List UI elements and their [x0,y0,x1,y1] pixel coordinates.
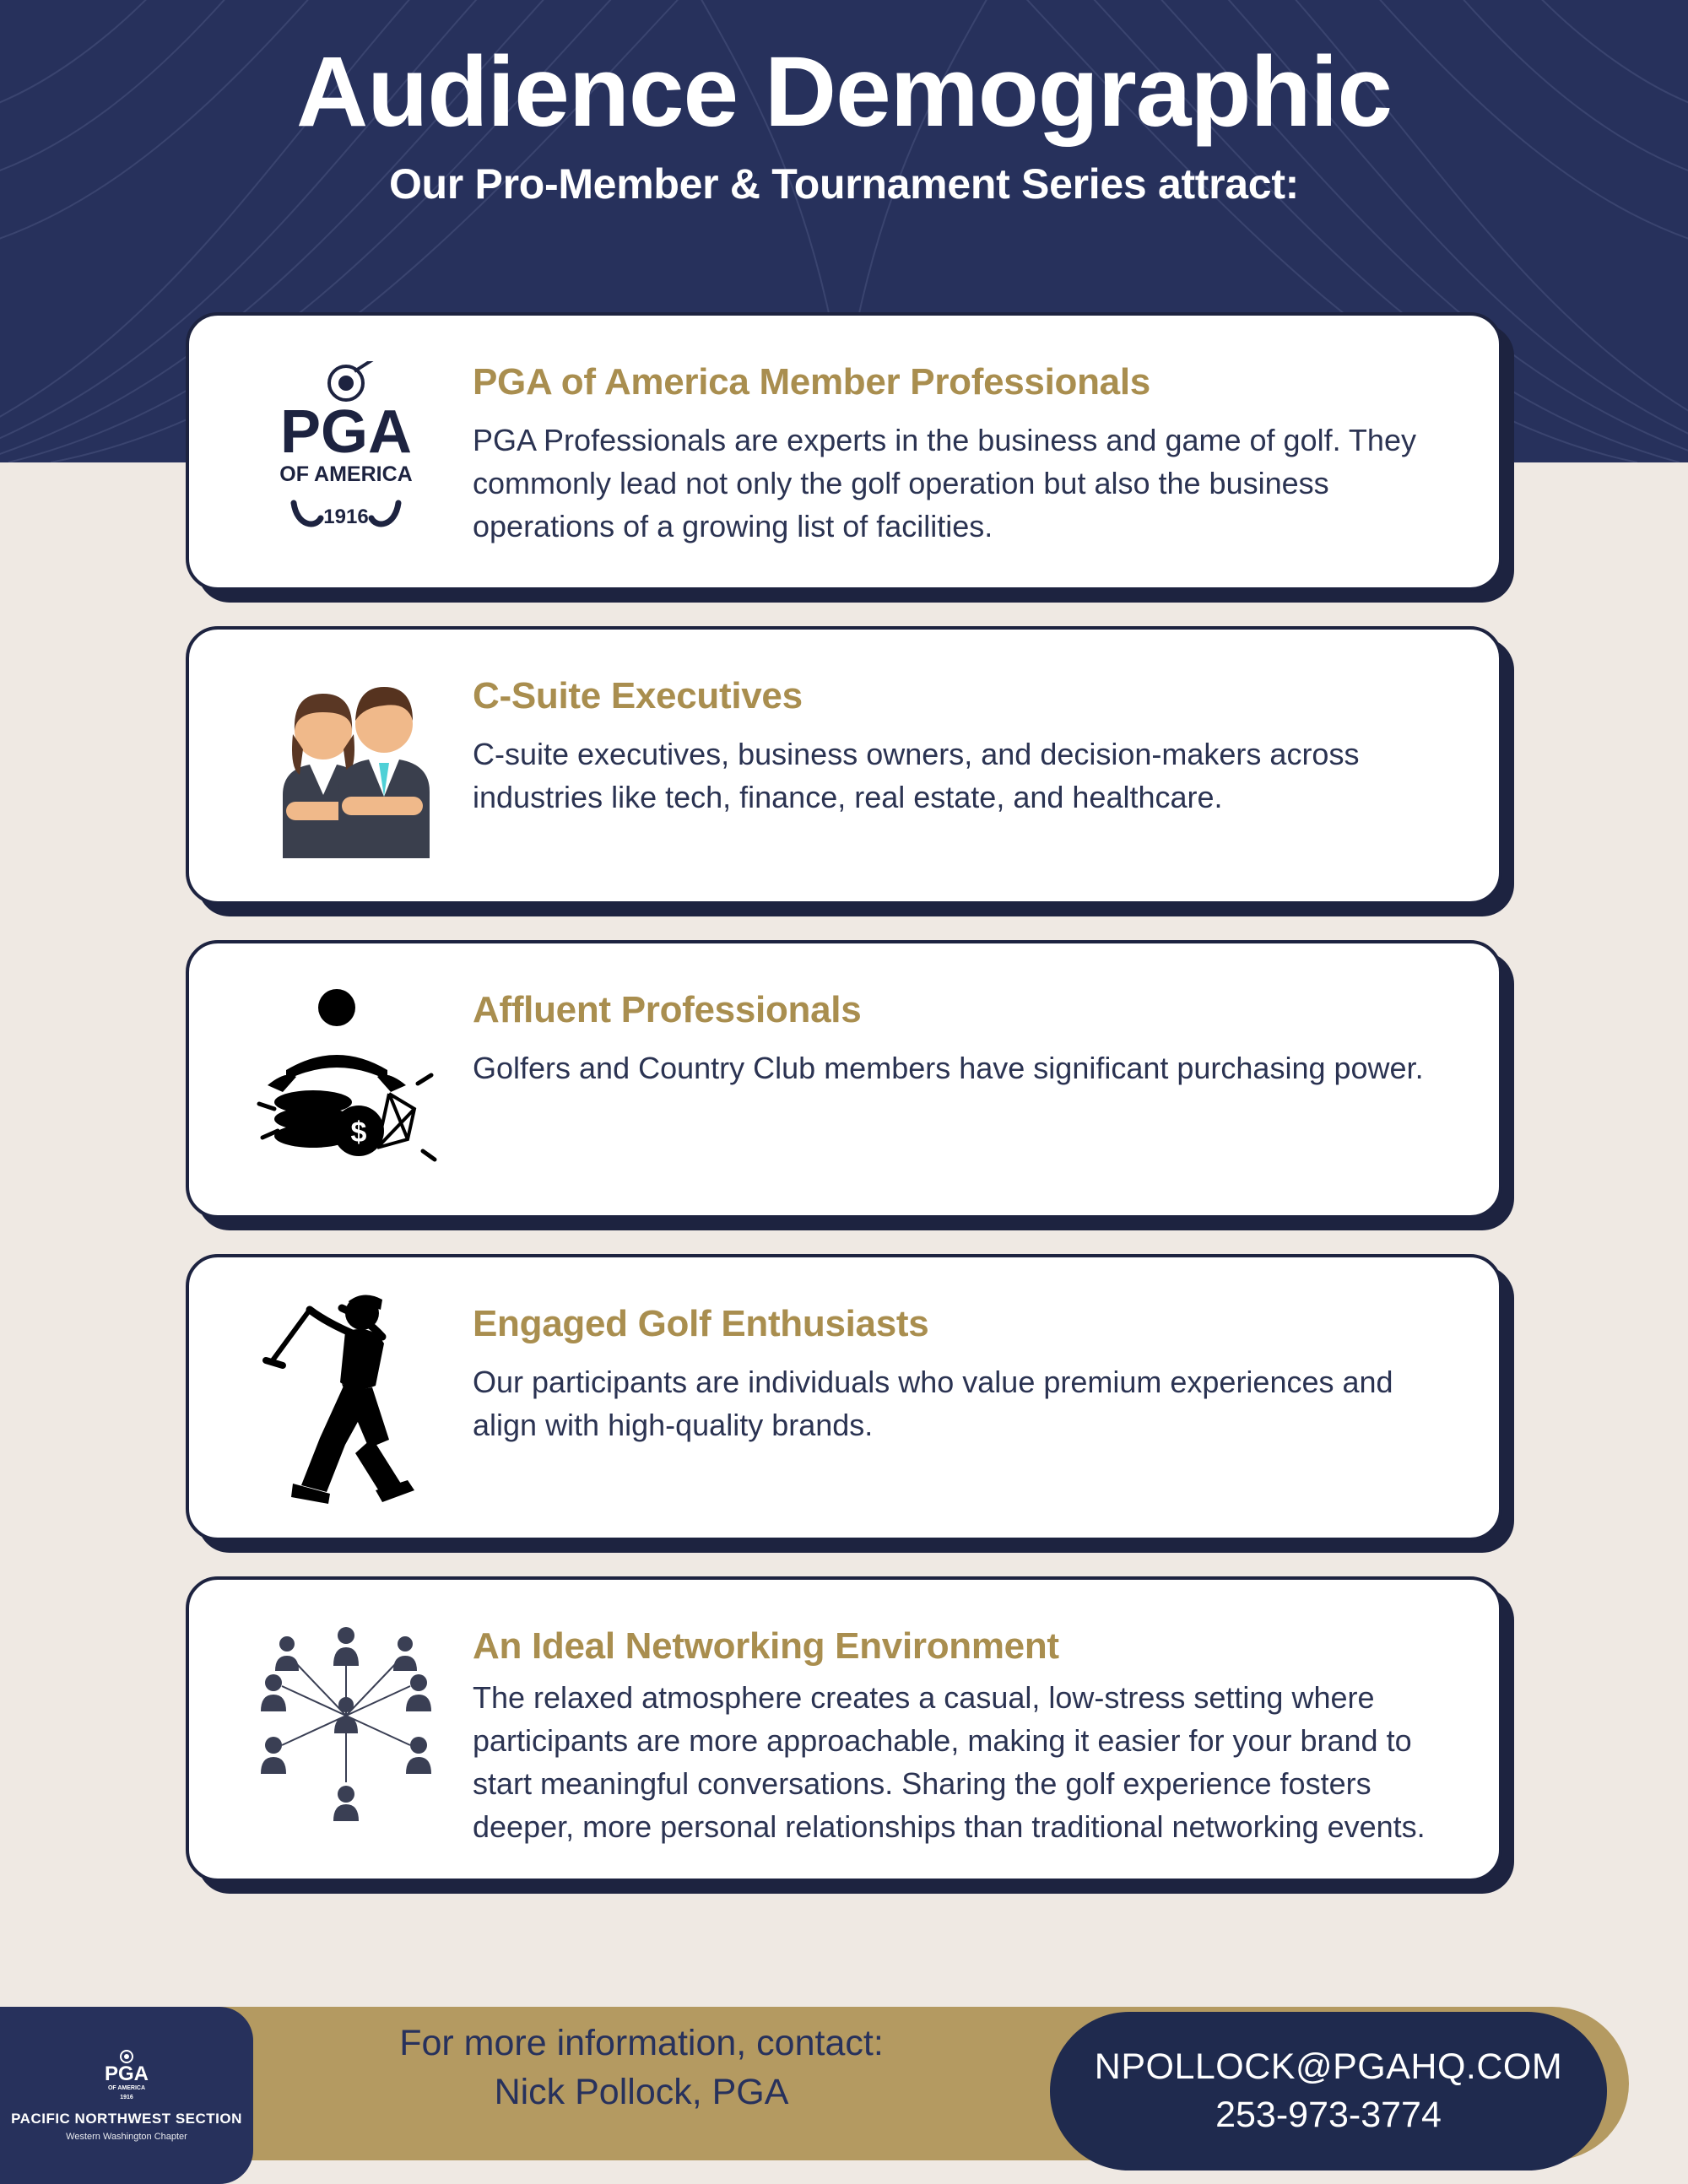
demographic-card [186,940,1502,1219]
footer-section-sub: Western Washington Chapter [66,2132,187,2143]
demographic-card [186,1576,1502,1882]
card-wrap-5 [186,1576,1502,1882]
golfer-swing-icon [219,1288,473,1507]
pga-of-america-logo-icon [219,346,473,557]
card-body [473,1610,1458,1848]
pga-section-logo-icon [95,2049,158,2103]
footer-contact-text [287,2019,996,2116]
footer [0,2007,1688,2184]
svg-text:PGA: PGA [279,397,413,466]
svg-text:OF AMERICA: OF AMERICA [279,462,413,486]
card-description: C-suite executives, business owners, and decision-makers across industries like tech, finance, real estate, and healthcare. [473,737,1360,815]
card-wrap-2 [186,626,1502,905]
footer-section-badge [0,2007,253,2184]
svg-text:$: $ [350,1116,367,1149]
page-title: Audience Demographic [296,36,1392,148]
footer-contact-line1: For more information, contact: [399,2023,884,2063]
card-body [473,660,1458,819]
page-subtitle: Our Pro-Member & Tournament Series attract: [388,160,1300,208]
footer-email[interactable]: NPOLLOCK@PGAHQ.COM [1094,2046,1563,2087]
card-description: The relaxed atmosphere creates a casual, low-stress setting where participants are more approachable, making it easier for your brand to start meaningful conversations. Sharing the golf experience fosters deeper, more personal relationships than traditional networking events. [473,1680,1426,1845]
card-description: PGA Professionals are experts in the business and game of golf. They commonly lead not only the golf operation but also the business operations of a growing list of facilities. [473,423,1416,544]
card-description: Golfers and Country Club members have significant purchasing power. [473,1051,1424,1085]
svg-text:1916: 1916 [323,505,369,528]
footer-contact-line2: Nick Pollock, PGA [494,2072,789,2113]
card-body [473,974,1458,1089]
networking-people-icon [219,1610,473,1821]
footer-contact-pill [1050,2012,1607,2170]
card-body [473,1288,1458,1446]
svg-text:OF AMERICA: OF AMERICA [107,2084,146,2091]
card-description: Our participants are individuals who value premium experiences and align with high-quality brands. [473,1365,1393,1443]
footer-phone[interactable]: 253-973-3774 [1215,2095,1442,2135]
card-wrap-4 [186,1254,1502,1541]
footer-section-name: PACIFIC NORTHWEST SECTION [11,2110,242,2127]
svg-text:1916: 1916 [120,2094,133,2100]
card-title: PGA of America Member Professionals [473,361,1150,403]
demographic-card-list [0,312,1688,1917]
card-wrap-1 [186,312,1502,591]
card-title: An Ideal Networking Environment [473,1625,1059,1667]
card-title: Affluent Professionals [473,989,862,1030]
demographic-card [186,312,1502,591]
demographic-card [186,1254,1502,1541]
card-wrap-3 [186,940,1502,1219]
card-title: Engaged Golf Enthusiasts [473,1303,929,1344]
card-body [473,346,1458,548]
business-executives-icon [219,660,473,871]
demographic-card [186,626,1502,905]
card-title: C-Suite Executives [473,675,803,716]
wealth-money-coins-icon [219,974,473,1185]
svg-text:PGA: PGA [104,2062,149,2085]
